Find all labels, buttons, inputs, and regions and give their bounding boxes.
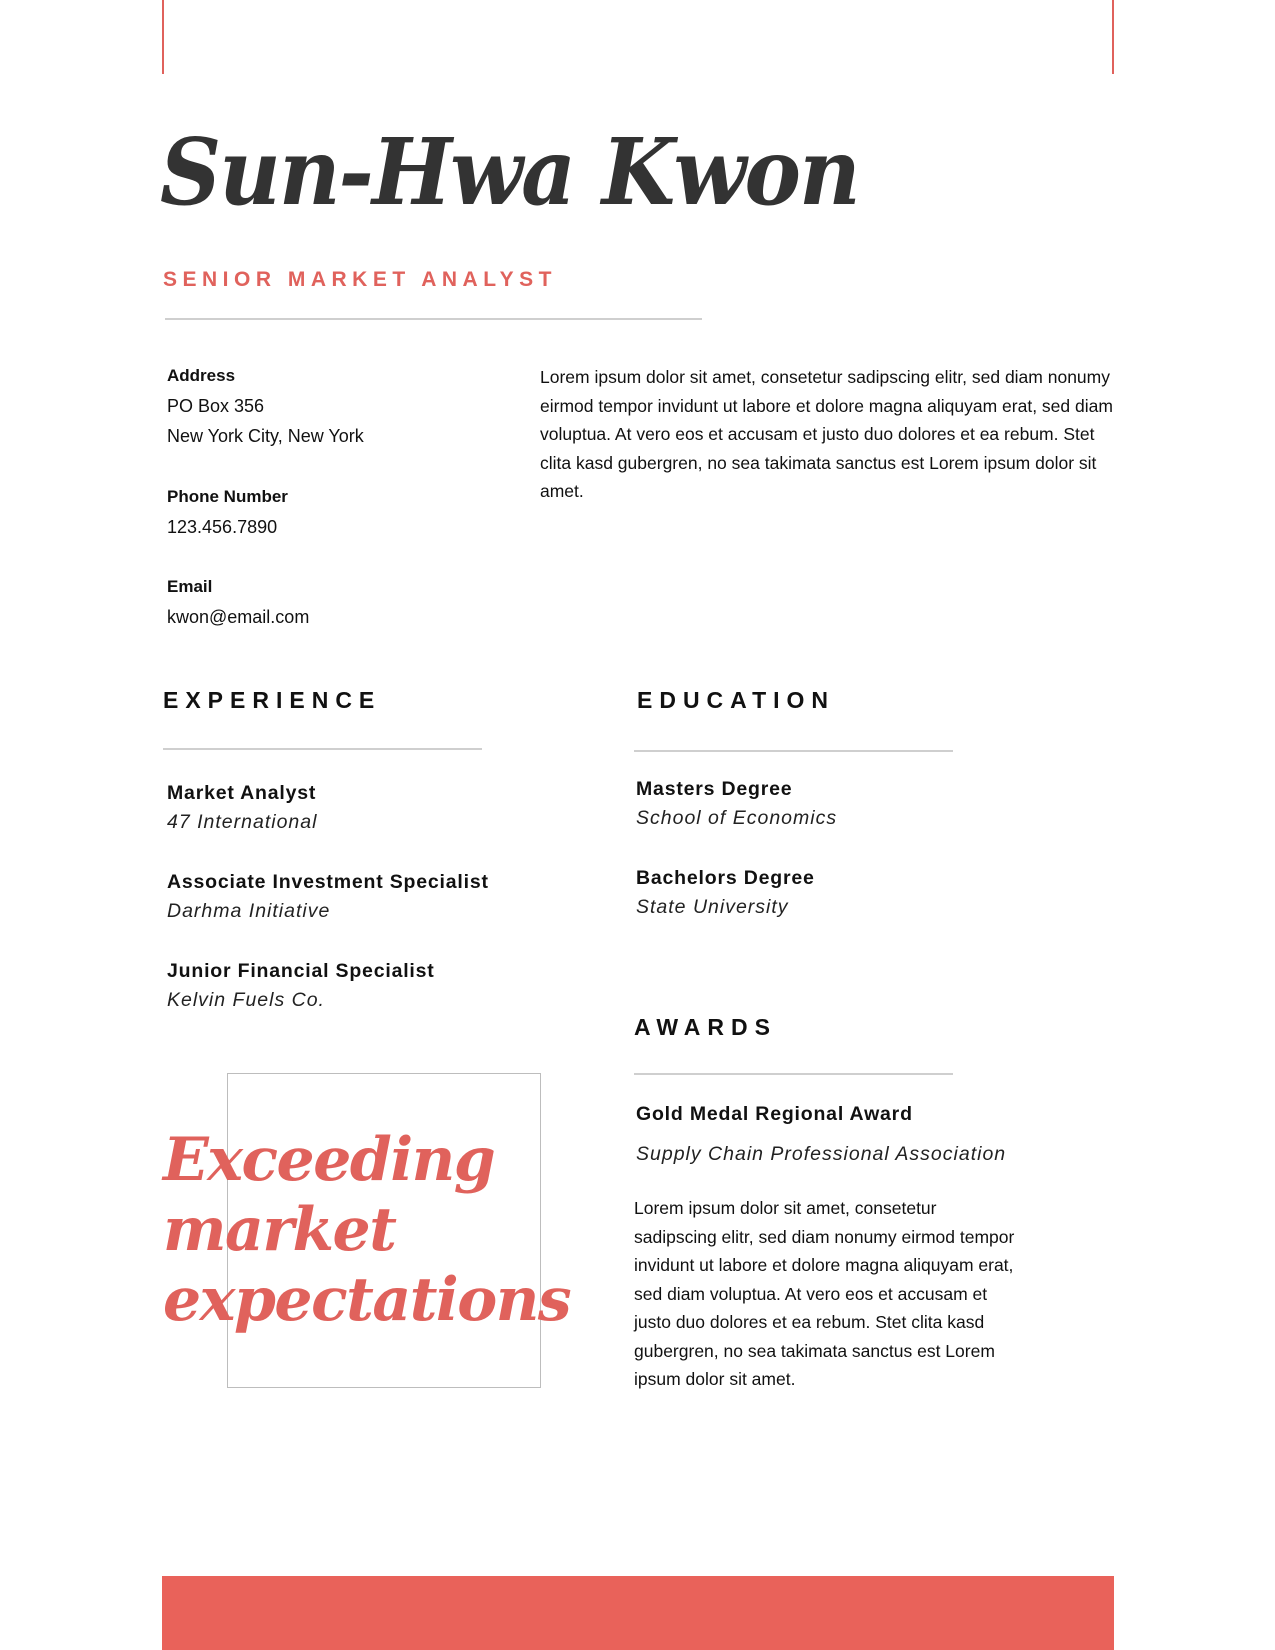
education-school: School of Economics xyxy=(636,807,838,829)
award-org: Supply Chain Professional Association xyxy=(636,1143,1007,1165)
experience-title: Junior Financial Specialist xyxy=(167,960,435,982)
awards-heading: AWARDS xyxy=(634,1014,777,1040)
right-accent-line xyxy=(1112,0,1114,74)
awards-divider xyxy=(634,1073,953,1075)
address-label: Address xyxy=(167,366,236,385)
experience-org: Darhma Initiative xyxy=(167,900,331,922)
award-description: Lorem ipsum dolor sit amet, consetetur sadipscing elitr, sed diam nonumy eirmod tempor invidunt ut labore et dolore magna aliquyam erat, sed diam voluptua. At vero eos et accusam et justo duo dolores et ea rebum. Stet clita kasd gubergren, no sea takimata sanctus est Lorem ipsum dolor sit amet. xyxy=(634,1198,1015,1389)
education-divider xyxy=(634,750,953,752)
address-line1: PO Box 356 xyxy=(167,396,265,416)
header-divider xyxy=(165,318,702,320)
email-value: kwon@email.com xyxy=(167,607,310,627)
experience-org: Kelvin Fuels Co. xyxy=(167,989,325,1011)
experience-divider xyxy=(163,748,482,750)
experience-title: Associate Investment Specialist xyxy=(167,871,489,893)
education-degree: Bachelors Degree xyxy=(636,867,815,889)
job-title: SENIOR MARKET ANALYST xyxy=(163,268,557,291)
address-line2: New York City, New York xyxy=(167,426,364,446)
experience-title: Market Analyst xyxy=(167,782,317,804)
education-school: State University xyxy=(636,896,789,918)
email-label: Email xyxy=(167,577,213,596)
footer-accent-bar xyxy=(162,1576,1114,1650)
summary-paragraph: Lorem ipsum dolor sit amet, consetetur sadipscing elitr, sed diam nonumy eirmod tempor invidunt ut labore et dolore magna aliquyam erat, sed diam voluptua. At vero eos et accusam et justo duo dolores et ea rebum. Stet clita kasd gubergren, no sea takimata sanctus est Lorem ipsum dolor sit amet. xyxy=(540,367,1113,501)
pull-quote xyxy=(163,1125,570,1335)
candidate-name: Sun-Hwa Kwon xyxy=(160,118,859,226)
left-accent-line xyxy=(162,0,164,74)
education-degree: Masters Degree xyxy=(636,778,793,800)
education-heading: EDUCATION xyxy=(637,687,836,713)
quote-line: expectations xyxy=(163,1265,571,1335)
experience-org: 47 International xyxy=(167,811,318,833)
award-title: Gold Medal Regional Award xyxy=(636,1103,913,1125)
quote-line: market xyxy=(163,1195,396,1265)
phone-value: 123.456.7890 xyxy=(167,517,278,537)
phone-label: Phone Number xyxy=(167,487,288,506)
experience-heading: EXPERIENCE xyxy=(163,687,382,713)
quote-line: Exceeding xyxy=(163,1125,495,1195)
